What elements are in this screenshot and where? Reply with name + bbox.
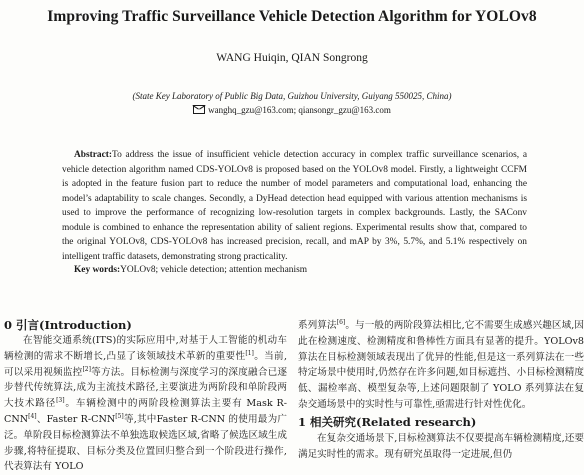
right-line: 升。YOLOv8 算法在目标检测领域表现出了优异的性能,但是 [298, 335, 584, 363]
email-line [0, 105, 584, 115]
right-line: 。与一般的两阶段算法相比,它不需要生成感兴趣 [345, 320, 552, 331]
related-research-paragraph [298, 431, 584, 463]
right-line: 区域,因此在检测速度、检测精度和鲁棒性方面具有显著的提 [298, 320, 584, 347]
right-line: 系列算法 [298, 320, 337, 331]
intro-heading: 0 引言(Introduction) [4, 318, 132, 332]
citation: [5] [115, 412, 124, 420]
intro-line: Faster R-CNN 的使用最为广泛。单阶段目标检测算法不单独 [4, 413, 287, 441]
right-paragraph [298, 318, 584, 413]
intro-line: 性 [235, 350, 246, 362]
right-line: 问题限制了 YOLO 系列算法在复杂交通场景中的实时性与可 [298, 383, 584, 410]
citation: [2] [82, 365, 91, 373]
citation: [4] [28, 412, 37, 420]
intro-line: 演进为两阶段和单阶段两大技术路径 [4, 382, 287, 410]
author-emails: wanghq_gzu@163.com; qiansongr_gzu@163.com [208, 105, 391, 115]
intro-line: 、Faster R-CNN [36, 413, 116, 425]
abstract-text: To address the issue of insufficient vehicle detection accuracy in complex traffic surveillance scenarios, a vehicle detection algorithm named CDS-YOLOv8 is proposed based on the YOLOv8 model. Firstly, a lightweight CCFM is adopted in the feature fusion part to reduce the number of model parameters and computational load, enhancing the model’s adaptability to scale changes. Secondly, a DyHead detection head equipped with various attention mechanisms is used to improve the performance of recognizing low-resolution targets in complex backgrounds. Lastly, the SAConv module is combined to enhance the representation ability of salient regions. Experimental results show that, compared to the original YOLOv8, CDS-YOLOv8 has increased precision, recall, and mAP by 3%, 5.7%, and 5.1% respectively on intelligent traffic datasets, demonstrating strong practicality. [62, 150, 527, 262]
right-line: 度,还要满足实时性的需求。现有研究虽取得一定进展,但仍 [298, 432, 584, 460]
related-research-heading: 1 相关研究(Related research) [298, 414, 477, 429]
paper-title: Improving Traffic Surveillance Vehicle Detection Algorithm for YOLOv8 [47, 8, 537, 25]
citation: [1] [245, 349, 254, 357]
citation: [3] [56, 397, 65, 404]
keywords-label: Key words: [74, 265, 121, 275]
keywords-text: YOLOv8; vehicle detection; attention mechanism [120, 265, 308, 275]
intro-line: 等,其中 [123, 413, 157, 425]
intro-line: 习的深度融合已逐步替代传统算法,成为主流技术路径,主要 [4, 366, 288, 394]
right-line: 如目标遮挡、小目标检测精度低、漏检率高、模型复杂等,上述 [298, 367, 584, 395]
intro-line: 类及位置回归整合到一个阶段进行操作,代表算法有 YOLO [4, 445, 287, 473]
intro-line: 等方法。目标检测与深度学 [90, 366, 209, 378]
right-line: 靠性,亟需进行针对性优化。 [413, 398, 532, 410]
intro-line: 段检测算法主要有 Mask R-CNN [4, 398, 288, 425]
right-column [298, 318, 584, 462]
right-line: 这一系列算法在一些特定场景中使用时,仍然存在许多问题, [298, 351, 584, 379]
intro-column [4, 333, 287, 475]
intro-line: 。车辆检测中的两阶 [64, 398, 160, 410]
keywords [74, 265, 534, 275]
abstract [62, 148, 527, 264]
intro-line: 在智能交通系统(ITS)的实际应用中,对基于人工智能的 [23, 335, 258, 346]
paper-affiliation: (State Key Laboratory of Public Big Data, Guizhou University, Guiyang 550025, China) [132, 91, 452, 101]
paper-authors: WANG Huiqin, QIAN Songrong [216, 52, 368, 64]
intro-paragraph [4, 333, 287, 475]
intro-line: 。当前,可以采用视频监控 [4, 350, 287, 378]
mail-icon [193, 105, 205, 114]
citation: [6] [336, 318, 346, 326]
intro-line: 选取候选区域,省略了候选区域生成步骤,将特征提取、目标分 [4, 429, 288, 457]
right-line: 在复杂交通场景下,目标检测算法不仅要提高车辆检测精 [317, 432, 552, 444]
intro-line: 机动车辆检测的需求不断增长,凸显了该领域技术革新的重要 [4, 335, 288, 362]
abstract-label: Abstract: [74, 150, 113, 160]
